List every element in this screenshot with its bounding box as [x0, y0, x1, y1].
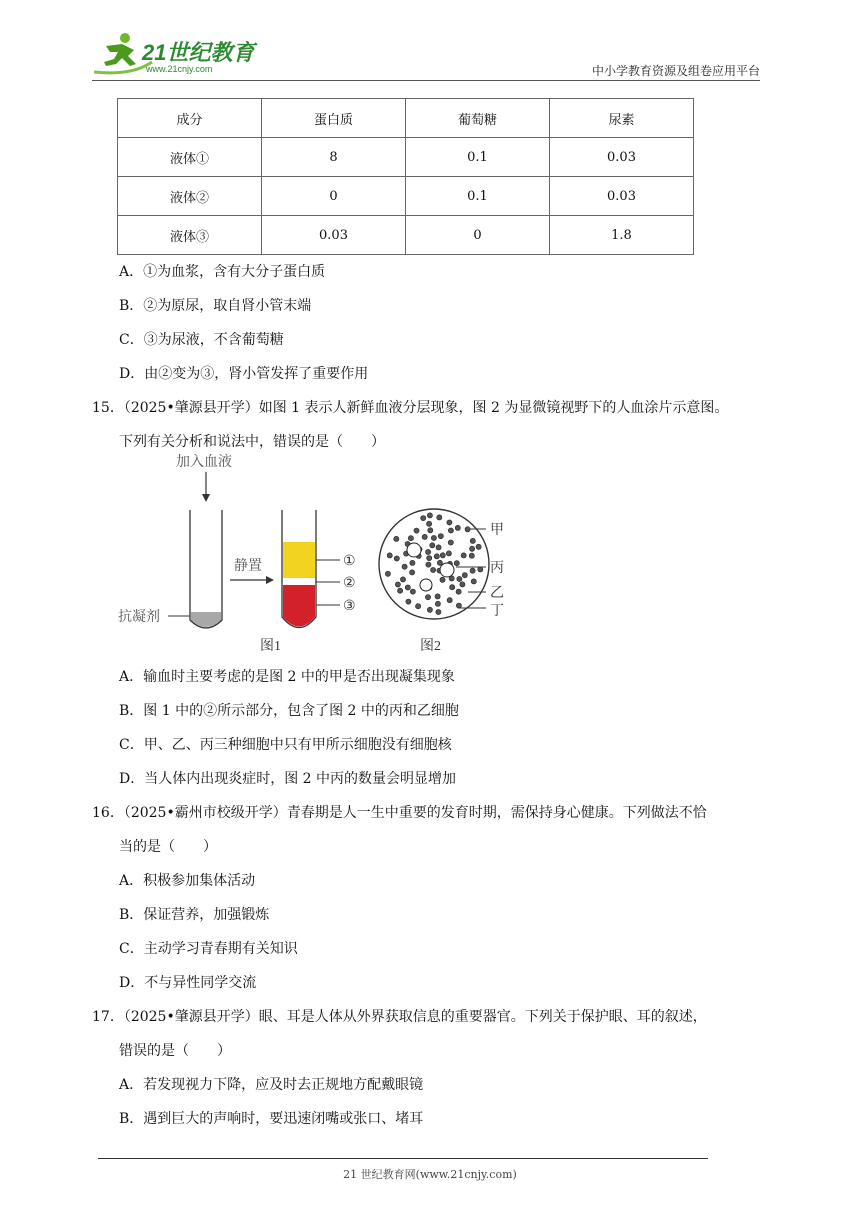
red-blood-cell [440, 553, 445, 558]
red-blood-cell [478, 567, 483, 572]
red-blood-cell [435, 601, 440, 606]
q15-option-a: A．输血时主要考虑的是图 2 中的甲是否出现凝集现象 [119, 669, 455, 685]
red-blood-cell [454, 561, 459, 566]
red-blood-cell [446, 551, 451, 556]
table-cell: 0.1 [406, 177, 550, 216]
anticoagulant-label: 抗凝剂 [118, 610, 160, 625]
red-blood-cell [447, 520, 452, 525]
logo-text: 21世纪教育 [142, 40, 255, 65]
red-blood-cell [422, 534, 427, 539]
footer-divider [98, 1158, 708, 1159]
layer-1-label: ① [343, 553, 356, 569]
red-blood-cell [470, 546, 475, 551]
red-blood-cell [426, 549, 431, 554]
fig1-caption: 图1 [260, 639, 281, 654]
red-blood-cell [435, 594, 440, 599]
red-blood-cell [436, 545, 441, 550]
red-blood-cell [470, 538, 475, 543]
red-blood-cell [437, 515, 442, 520]
red-blood-cell [440, 577, 445, 582]
composition-table [117, 98, 694, 255]
page-header [92, 32, 760, 80]
table-header-cell: 蛋白质 [262, 99, 406, 138]
red-blood-cell [410, 570, 415, 575]
red-blood-cell [427, 556, 432, 561]
red-blood-cell [427, 521, 432, 526]
red-blood-cell [450, 585, 455, 590]
table-cell: 液体① [118, 138, 262, 177]
table-cell: 0.03 [550, 177, 694, 216]
test-tube-2 [282, 510, 316, 628]
red-blood-cell [421, 516, 426, 521]
logo [92, 32, 262, 78]
red-blood-cell [460, 582, 465, 587]
down-arrow-icon [202, 494, 210, 502]
red-blood-cell [434, 554, 439, 559]
q17-option-b: B．遇到巨大的声响时，要迅速闭嘴或张口、堵耳 [119, 1111, 424, 1127]
q14-option-c: C．③为尿液，不含葡萄糖 [119, 332, 284, 348]
red-blood-cell [427, 607, 432, 612]
q16-option-a: A．积极参加集体活动 [119, 873, 256, 889]
fig2-caption: 图2 [420, 639, 441, 654]
red-blood-cell [430, 543, 435, 548]
red-blood-cell [471, 579, 476, 584]
red-blood-cell [425, 595, 430, 600]
red-blood-cell [436, 609, 441, 614]
red-blood-cell [438, 534, 443, 539]
blood-smear-view [379, 509, 489, 619]
q16-stem: 16．（2025•霸州市校级开学）青春期是人一生中重要的发育时期，需保持身心健康。下列做法不恰 [92, 805, 707, 821]
q16-option-d: D．不与异性同学交流 [119, 975, 257, 991]
q16-stem-cont: 当的是（ ） [119, 839, 217, 855]
red-blood-cell [426, 562, 431, 567]
table-cell: 液体② [118, 177, 262, 216]
white-cell-yi [420, 579, 432, 591]
red-blood-cell [431, 567, 436, 572]
table-row [118, 138, 694, 177]
table-cell: 液体③ [118, 216, 262, 255]
red-blood-cell [394, 536, 399, 541]
red-blood-cell [476, 544, 481, 549]
test-tube-1 [190, 510, 222, 628]
q14-option-a: A．①为血浆，含有大分子蛋白质 [119, 264, 326, 280]
add-blood-label: 加入血液 [176, 455, 232, 470]
red-blood-cell [457, 576, 462, 581]
red-blood-cell [402, 564, 407, 569]
blood-figure [118, 452, 510, 657]
red-blood-cell [456, 589, 461, 594]
red-blood-cell [448, 540, 453, 545]
right-arrow-icon [266, 576, 274, 584]
red-blood-cell [470, 568, 475, 573]
red-blood-cell [469, 553, 474, 558]
table-cell: 0.1 [406, 138, 550, 177]
table-row [118, 177, 694, 216]
table-cell: 8 [262, 138, 406, 177]
platform-name: 中小学教育资源及组卷应用平台 [591, 64, 760, 78]
table-row [118, 216, 694, 255]
q15-option-c: C．甲、乙、丙三种细胞中只有甲所示细胞没有细胞核 [119, 737, 452, 753]
q14-option-b: B．②为原尿，取自肾小管末端 [119, 298, 312, 314]
red-blood-cell [395, 582, 400, 587]
white-cell-jia [407, 543, 421, 557]
q17-stem-cont: 错误的是（ ） [119, 1043, 231, 1059]
table-cell: 1.8 [550, 216, 694, 255]
red-blood-cell [456, 603, 461, 608]
q15-stem: 15．（2025•肇源县开学）如图 1 表示人新鲜血液分层现象，图 2 为显微镜视野下的人血涂片示意图。 [92, 400, 729, 416]
header-divider [92, 80, 760, 81]
label-yi: 乙 [490, 585, 504, 601]
red-blood-cell [431, 535, 436, 540]
q15-option-d: D．当人体内出现炎症时，图 2 中丙的数量会明显增加 [119, 771, 457, 787]
logo-url: www.21cnjy.com [146, 64, 213, 74]
red-blood-cell [448, 528, 453, 533]
red-blood-cell [410, 560, 415, 565]
red-blood-cell [437, 560, 442, 565]
q17-stem: 17．（2025•肇源县开学）眼、耳是人体从外界获取信息的重要器官。下列关于保护眼、耳的叙述， [92, 1009, 707, 1025]
red-blood-cell [408, 536, 413, 541]
q16-option-b: B．保证营养，加强锻炼 [119, 907, 270, 923]
q15-stem-cont: 下列有关分析和说法中，错误的是（ ） [119, 434, 385, 450]
settle-label: 静置 [234, 559, 262, 574]
table-cell: 0.03 [550, 138, 694, 177]
q16-option-c: C．主动学习青春期有关知识 [119, 941, 298, 957]
table-header-cell: 成分 [118, 99, 262, 138]
label-ding: 丁 [490, 603, 504, 619]
red-blood-cell [461, 553, 466, 558]
red-blood-cell [455, 525, 460, 530]
red-blood-cell [387, 553, 392, 558]
label-jia: 甲 [490, 522, 504, 538]
white-cell-bing [440, 563, 454, 577]
red-blood-cell [414, 528, 419, 533]
layer-3-label: ③ [343, 598, 356, 614]
red-blood-cell [465, 527, 470, 532]
red-blood-cell [400, 577, 405, 582]
red-blood-cell [447, 598, 452, 603]
red-blood-cell [410, 589, 415, 594]
table-header-cell: 尿素 [550, 99, 694, 138]
red-blood-cell [406, 599, 411, 604]
red-blood-cell [405, 585, 410, 590]
q15-option-b: B．图 1 中的②所示部分，包含了图 2 中的丙和乙细胞 [119, 703, 459, 719]
red-blood-cell [394, 556, 399, 561]
table-header-cell: 葡萄糖 [406, 99, 550, 138]
table-cell: 0 [406, 216, 550, 255]
red-blood-cell [428, 528, 433, 533]
red-blood-cell [385, 571, 390, 576]
q17-option-a: A．若发现视力下降，应及时去正规地方配戴眼镜 [119, 1077, 424, 1093]
red-blood-cell [398, 588, 403, 593]
red-blood-cell [416, 604, 421, 609]
red-blood-cell [462, 573, 467, 578]
table-cell: 0 [262, 177, 406, 216]
layer-2-label: ② [343, 575, 356, 591]
label-bing: 丙 [490, 560, 504, 576]
red-blood-cell [427, 513, 432, 518]
table-header-row [118, 99, 694, 138]
table-cell: 0.03 [262, 216, 406, 255]
q14-option-d: D．由②变为③，肾小管发挥了重要作用 [119, 366, 369, 382]
footer-text: 21 世纪教育网(www.21cnjy.com) [343, 1168, 517, 1181]
